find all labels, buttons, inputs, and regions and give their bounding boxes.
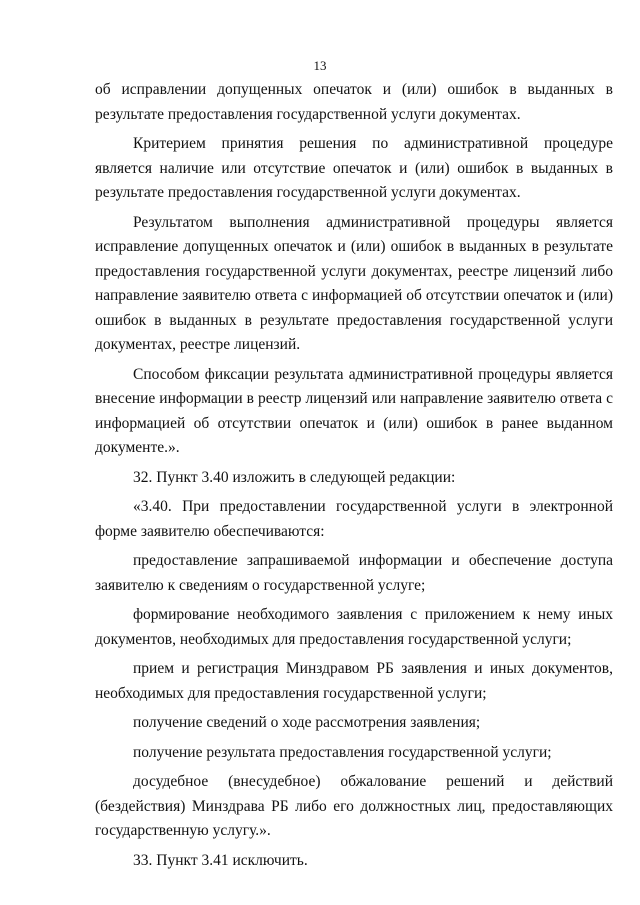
paragraph-criterion: Критерием принятия решения по административной процедуре является наличие или отсутствие опечаток и (или) ошибок в выданных в результате предоставления государственной услуги документах. bbox=[95, 135, 613, 201]
paragraph-continuation: об исправлении допущенных опечаток и (или) ошибок в выданных в результате предоставления государственной услуги документах. bbox=[95, 81, 613, 123]
paragraph-result: Результатом выполнения административной процедуры является исправление допущенных опечаток и (или) ошибок в выданных в результате предоставления государственной услуги документах, реестре лицензий либо направление заявителю ответа с информацией об отсутствии опечаток и (или) ошибок в выданных в результате предоставления государственной услуги документах, реестре лицензий. bbox=[95, 213, 613, 353]
page-number: 13 bbox=[313, 58, 327, 73]
paragraph-fixation: Способом фиксации результата административной процедуры является внесение информации в реестр лицензий или направление заявителю ответа с информацией об отсутствии опечаток и (или) ошибок в ранее выданном документе.». bbox=[95, 365, 613, 456]
paragraph-item-33: 33. Пункт 3.41 исключить. bbox=[133, 851, 308, 869]
paragraph-item-32: 32. Пункт 3.40 изложить в следующей редакции: bbox=[133, 468, 456, 486]
paragraph-3-40-intro: «3.40. При предоставлении государственной услуги в электронной форме заявителю обеспечиваются: bbox=[95, 498, 613, 540]
list-item: получение результата предоставления государственной услуги; bbox=[133, 743, 552, 761]
list-item: досудебное (внесудебное) обжалование решений и действий (бездействия) Минздрава РБ либо его должностных лиц, предоставляющих государственную услугу.». bbox=[95, 773, 613, 839]
list-item: получение сведений о ходе рассмотрения заявления; bbox=[133, 714, 481, 731]
list-item: прием и регистрация Минздравом РБ заявления и иных документов, необходимых для предоставления государственной услуги; bbox=[95, 660, 613, 702]
list-item: формирование необходимого заявления с приложением к нему иных документов, необходимых для предоставления государственной услуги; bbox=[95, 606, 613, 648]
document-body bbox=[95, 78, 613, 873]
list-item: предоставление запрашиваемой информации и обеспечение доступа заявителю к сведениям о государственной услуге; bbox=[95, 552, 613, 594]
